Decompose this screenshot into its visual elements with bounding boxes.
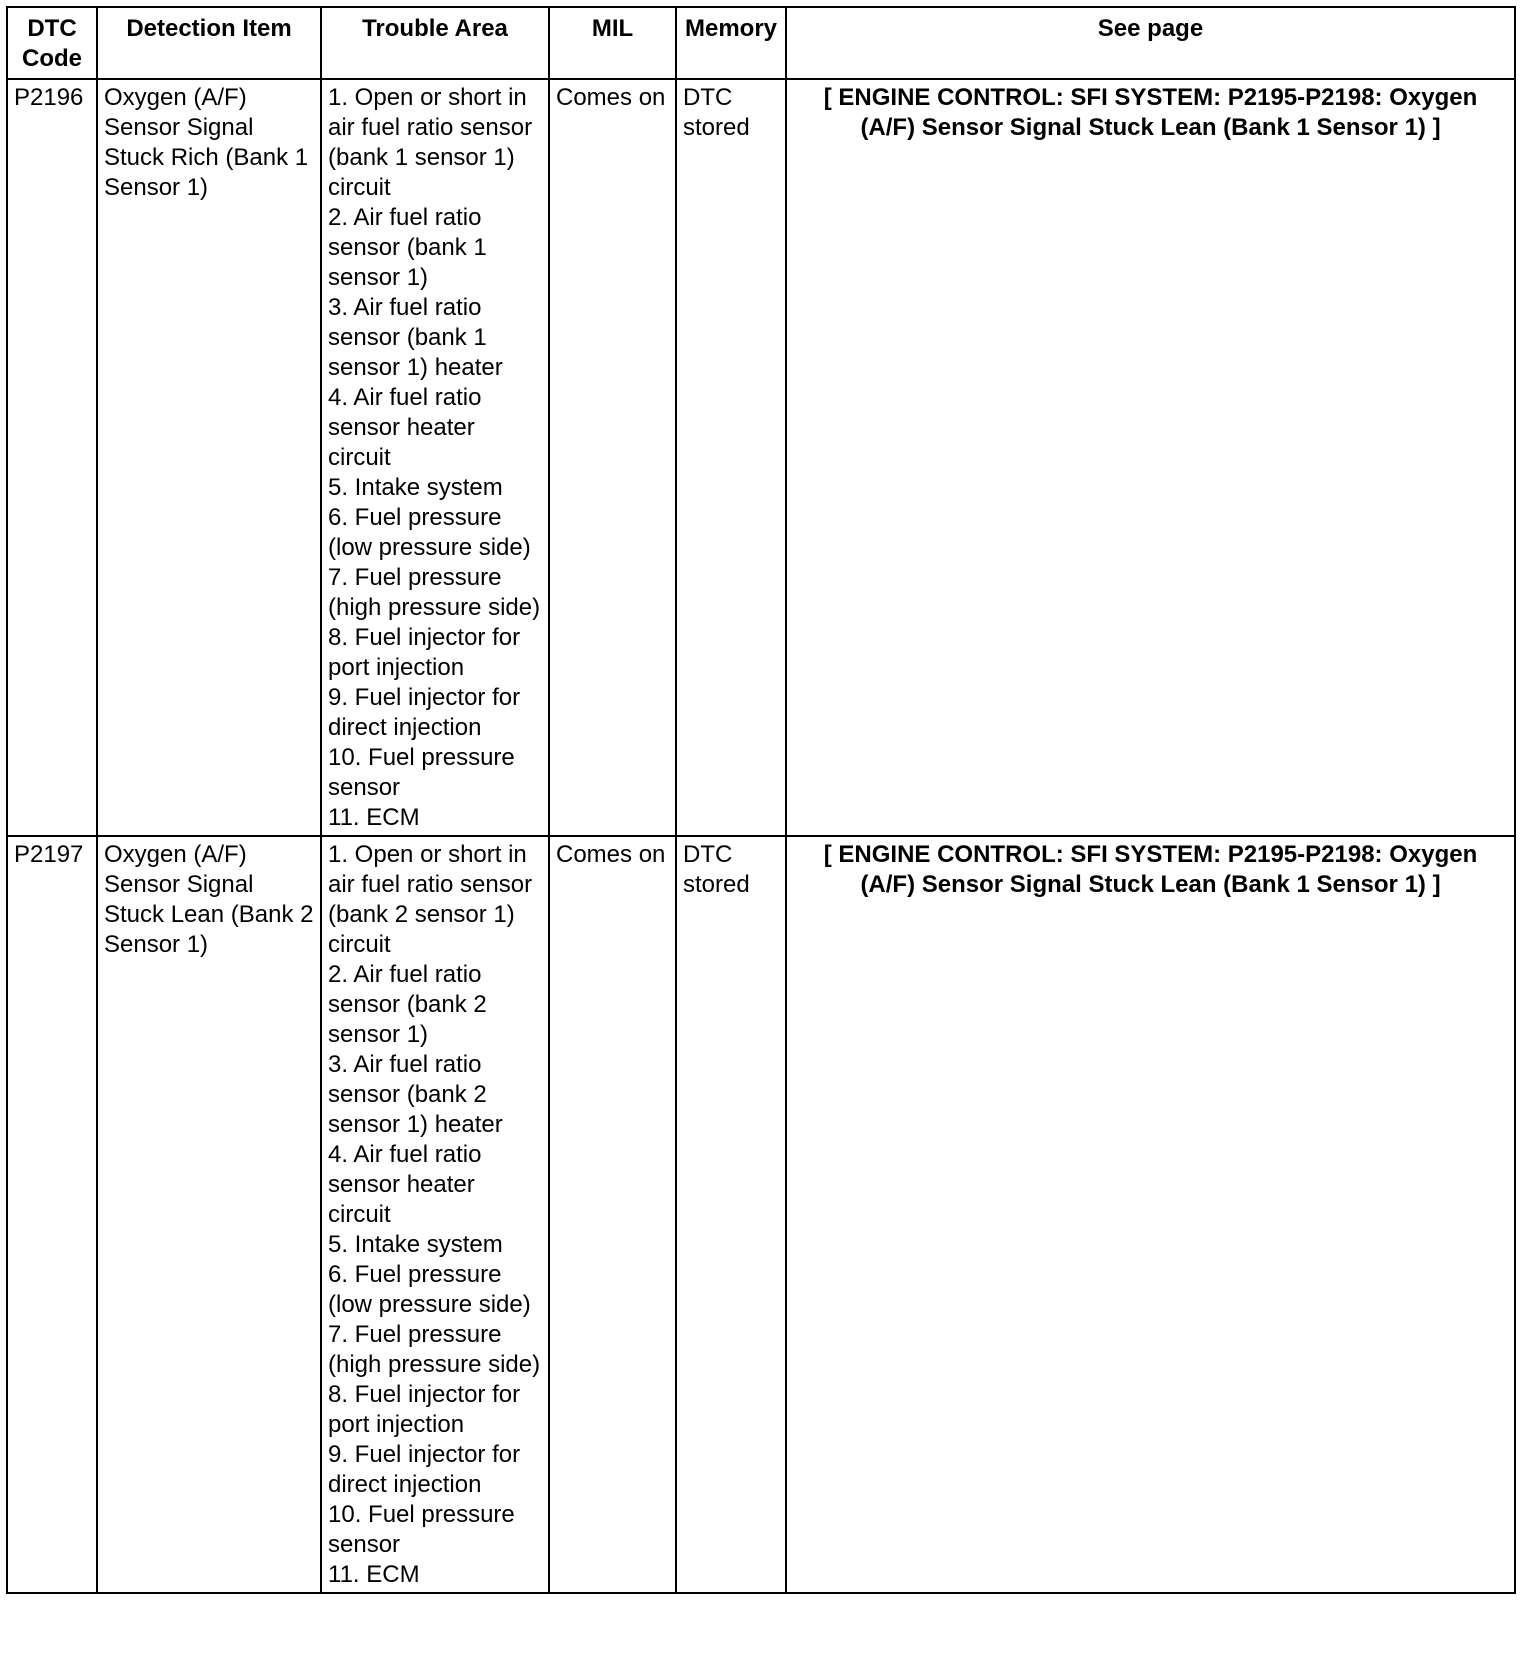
trouble-area-item: 8. Fuel injector for port injection	[328, 624, 521, 681]
see-page-link[interactable]: [ ENGINE CONTROL: SFI SYSTEM: P2195-P2198: Oxygen (A/F) Sensor Signal Stuck Lean (Bank 1 Sensor 1) ]	[786, 79, 1515, 836]
trouble-area-item: 9. Fuel injector for direct injection	[328, 1441, 521, 1498]
mil-cell: Comes on	[549, 836, 676, 1593]
trouble-area-item: 3. Air fuel ratio sensor (bank 2 sensor 1) heater	[328, 1051, 503, 1138]
memory-cell: DTC stored	[676, 836, 786, 1593]
dtc-code-cell: P2196	[7, 79, 97, 836]
trouble-area-item: 2. Air fuel ratio sensor (bank 2 sensor 1)	[328, 961, 487, 1048]
trouble-area-item: 9. Fuel injector for direct injection	[328, 684, 521, 741]
trouble-area-item: 6. Fuel pressure (low pressure side)	[328, 1261, 531, 1318]
table-row	[7, 79, 1515, 836]
trouble-area-item: 10. Fuel pressure sensor	[328, 744, 515, 801]
table-body	[7, 79, 1515, 1593]
trouble-area-item: 2. Air fuel ratio sensor (bank 1 sensor 1)	[328, 204, 487, 291]
header-detection-item: Detection Item	[97, 7, 321, 79]
table-header	[7, 7, 1515, 79]
dtc-code-cell: P2197	[7, 836, 97, 1593]
header-trouble-area: Trouble Area	[321, 7, 549, 79]
detection-item-cell: Oxygen (A/F) Sensor Signal Stuck Lean (Bank 2 Sensor 1)	[97, 836, 321, 1593]
trouble-area-cell	[321, 79, 549, 836]
mil-cell: Comes on	[549, 79, 676, 836]
trouble-area-item: 1. Open or short in air fuel ratio sensor (bank 1 sensor 1) circuit	[328, 84, 533, 201]
trouble-area-item: 8. Fuel injector for port injection	[328, 1381, 521, 1438]
header-row	[7, 7, 1515, 79]
trouble-area-item: 11. ECM	[328, 1561, 420, 1588]
header-mil: MIL	[549, 7, 676, 79]
trouble-area-item: 4. Air fuel ratio sensor heater circuit	[328, 384, 482, 471]
dtc-table	[6, 6, 1516, 1594]
header-see-page: See page	[786, 7, 1515, 79]
trouble-area-item: 5. Intake system	[328, 1231, 503, 1258]
header-memory: Memory	[676, 7, 786, 79]
trouble-area-item: 10. Fuel pressure sensor	[328, 1501, 515, 1558]
trouble-area-item: 7. Fuel pressure (high pressure side)	[328, 1321, 541, 1378]
trouble-area-item: 5. Intake system	[328, 474, 503, 501]
detection-item-cell: Oxygen (A/F) Sensor Signal Stuck Rich (Bank 1 Sensor 1)	[97, 79, 321, 836]
trouble-area-item: 6. Fuel pressure (low pressure side)	[328, 504, 531, 561]
trouble-area-item: 1. Open or short in air fuel ratio sensor (bank 2 sensor 1) circuit	[328, 841, 533, 958]
trouble-area-item: 11. ECM	[328, 804, 420, 831]
header-dtc-code: DTC Code	[7, 7, 97, 79]
memory-cell: DTC stored	[676, 79, 786, 836]
table-row	[7, 836, 1515, 1593]
trouble-area-item: 7. Fuel pressure (high pressure side)	[328, 564, 541, 621]
see-page-link[interactable]: [ ENGINE CONTROL: SFI SYSTEM: P2195-P2198: Oxygen (A/F) Sensor Signal Stuck Lean (Bank 1 Sensor 1) ]	[786, 836, 1515, 1593]
trouble-area-item: 3. Air fuel ratio sensor (bank 1 sensor 1) heater	[328, 294, 503, 381]
trouble-area-cell	[321, 836, 549, 1593]
trouble-area-item: 4. Air fuel ratio sensor heater circuit	[328, 1141, 482, 1228]
